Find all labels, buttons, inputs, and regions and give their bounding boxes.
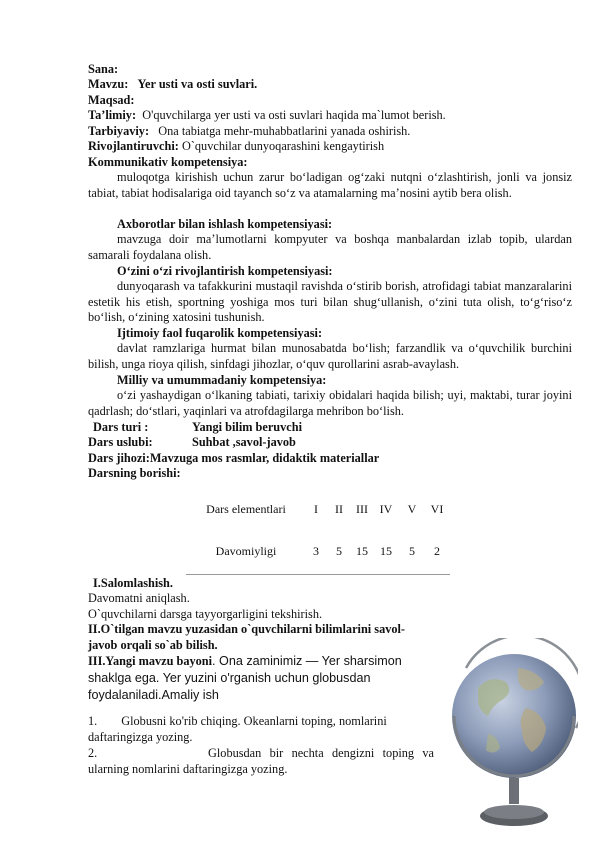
rivoj-value: O`quvchilar dunyoqarashini kengaytirish <box>181 139 385 153</box>
step-yangi-text-c: foydalaniladi.Amaliy ish <box>88 688 219 702</box>
table-row <box>186 502 450 544</box>
milliy-text: o‘zi yashaydigan o‘lkaning tabiati, tarixiy obidalari haqida bilish; uyi, maktabi, turar joyini qadrlash; do‘stlari, yaqinlari va atrofdagilarga mehribon bo‘lish. <box>88 388 572 418</box>
step-salomlashish: I.Salomlashish. <box>93 576 173 590</box>
darsning-borishi: Darsning borishi: <box>88 466 181 480</box>
talimiy-line <box>88 108 446 124</box>
amaliy-item-2-cont: ularning nomlarini daftaringizga yozing. <box>88 762 288 776</box>
table-cell-label: Davomiyligi <box>186 544 306 575</box>
table-cell: IV <box>379 502 393 516</box>
ozini-title: O‘zini o‘zi rivojlantirish kompetensiyasi: <box>117 264 333 278</box>
step-otilgan-a: II.O`tilgan mavzu yuzasidan o`quvchilarni bilimlarini savol- <box>88 622 406 636</box>
kommunikativ-title: Kommunikativ kompetensiya: <box>88 155 248 169</box>
step-otilgan-b: javob orqali so`ab bilish. <box>88 638 218 652</box>
lesson-table <box>186 502 450 575</box>
item-text: Globusni ko'rib chiqing. Okeanlarni toping, nomlarini <box>121 714 387 728</box>
table-cell: 15 <box>372 544 400 575</box>
amaliy-item-1-cont: daftaringizga yozing. <box>88 730 193 744</box>
globe-image <box>448 638 578 838</box>
step-yangi-text-b: shaklga ega. Yer yuzini o'rganish uchun globusdan <box>88 671 371 685</box>
tarbiyaviy-value: Ona tabiatga mehr-muhabbatlarini yanada oshirish. <box>158 124 411 138</box>
table-row <box>186 544 450 575</box>
step-yangi-mavzu <box>88 654 402 670</box>
step-yangi-text: . Ona zaminimiz — Yer sharsimon <box>212 654 402 668</box>
rivoj-line <box>88 139 384 155</box>
item-number: 2. <box>88 746 98 760</box>
axborot-text: mavzuga doir ma’lumotlarni kompyuter va boshqa manbalardan izlab topib, ulardan samarali foydalana olish. <box>88 232 572 262</box>
step-yangi-label: III.Yangi mavzu bayoni <box>88 654 213 668</box>
dars-turi-value: Yangi bilim beruvchi <box>192 420 303 434</box>
mavzu-line <box>88 77 257 93</box>
table-cell: VI <box>430 502 444 516</box>
sana-label: Sana: <box>88 62 119 76</box>
table-cell: 5 <box>326 544 352 575</box>
mavzu-label: Mavzu: <box>88 77 129 91</box>
dars-jihozi-label: Dars jihozi: <box>88 451 150 465</box>
table-cell: 5 <box>400 544 424 575</box>
ijtimoiy-text: davlat ramzlariga hurmat bilan munosabatda bo‘lish; farzandlik va o‘quvchilik burchini bilish, unga rioya qilish, sinfdagi jihozlar, o‘quv qurollarini asrab-avaylash. <box>88 341 572 371</box>
dars-uslubi-label: Dars uslubi: <box>88 435 153 449</box>
table-cell: II <box>335 502 343 516</box>
ijtimoiy-title: Ijtimoiy faol fuqarolik kompetensiyasi: <box>117 326 323 340</box>
item-number: 1. <box>88 714 98 728</box>
maqsad-label: Maqsad: <box>88 93 135 107</box>
dars-jihozi-line <box>88 451 379 467</box>
tarbiyaviy-label: Tarbiyaviy: <box>88 124 150 138</box>
item-text: Globusdan bir nechta dengizni toping va <box>208 746 434 760</box>
step-tekshirish: O`quvchilarni darsga tayyorgarligini tekshirish. <box>88 607 323 621</box>
step-davomat: Davomatni aniqlash. <box>88 591 190 605</box>
mavzu-value: Yer usti va osti suvlari. <box>137 77 258 91</box>
amaliy-item-2 <box>88 746 434 762</box>
ozini-text: dunyoqarash va tafakkurini mustaqil ravishda o‘stirib borish, atrofidagi tabiat manzaralarini estetik his etish, sportning yoshiga mos turi bilan shug‘ullanish, o‘zini tuta olish, to‘g‘riso‘z bo‘lish, o‘zining xatosini tushunish. <box>88 279 572 324</box>
kommunikativ-text: muloqotga kirishish uchun zarur bo‘ladigan og‘zaki nutqni o‘zlashtirish, jonli va jonsiz tabiat, tabiat hodisalariga oid tayanch so‘z va atamalarning ma’nosini aytib bera olish. <box>88 170 572 200</box>
table-cell: 2 <box>424 544 450 575</box>
dars-turi-label: Dars turi : <box>93 420 149 434</box>
talimiy-label: Ta’limiy: <box>88 108 137 122</box>
axborot-title: Axborotlar bilan ishlash kompetensiyasi: <box>117 217 333 231</box>
milliy-title: Milliy va umummadaniy kompetensiya: <box>117 373 327 387</box>
table-cell: V <box>407 502 417 516</box>
table-cell: 15 <box>352 544 372 575</box>
rivoj-label: Rivojlantiruvchi: <box>88 139 179 153</box>
tarbiyaviy-line <box>88 124 410 140</box>
table-cell: III <box>356 502 368 516</box>
table-cell-label: Dars elementlari <box>206 502 286 516</box>
dars-uslubi-value: Suhbat ,savol-javob <box>192 435 296 449</box>
table-cell: I <box>314 502 318 516</box>
talimiy-value: O'quvchilarga yer usti va osti suvlari haqida ma`lumot berish. <box>142 108 446 122</box>
table-cell: 3 <box>306 544 326 575</box>
dars-jihozi-value: Mavzuga mos rasmlar, didaktik materiallar <box>149 451 380 465</box>
amaliy-item-1 <box>88 714 387 730</box>
